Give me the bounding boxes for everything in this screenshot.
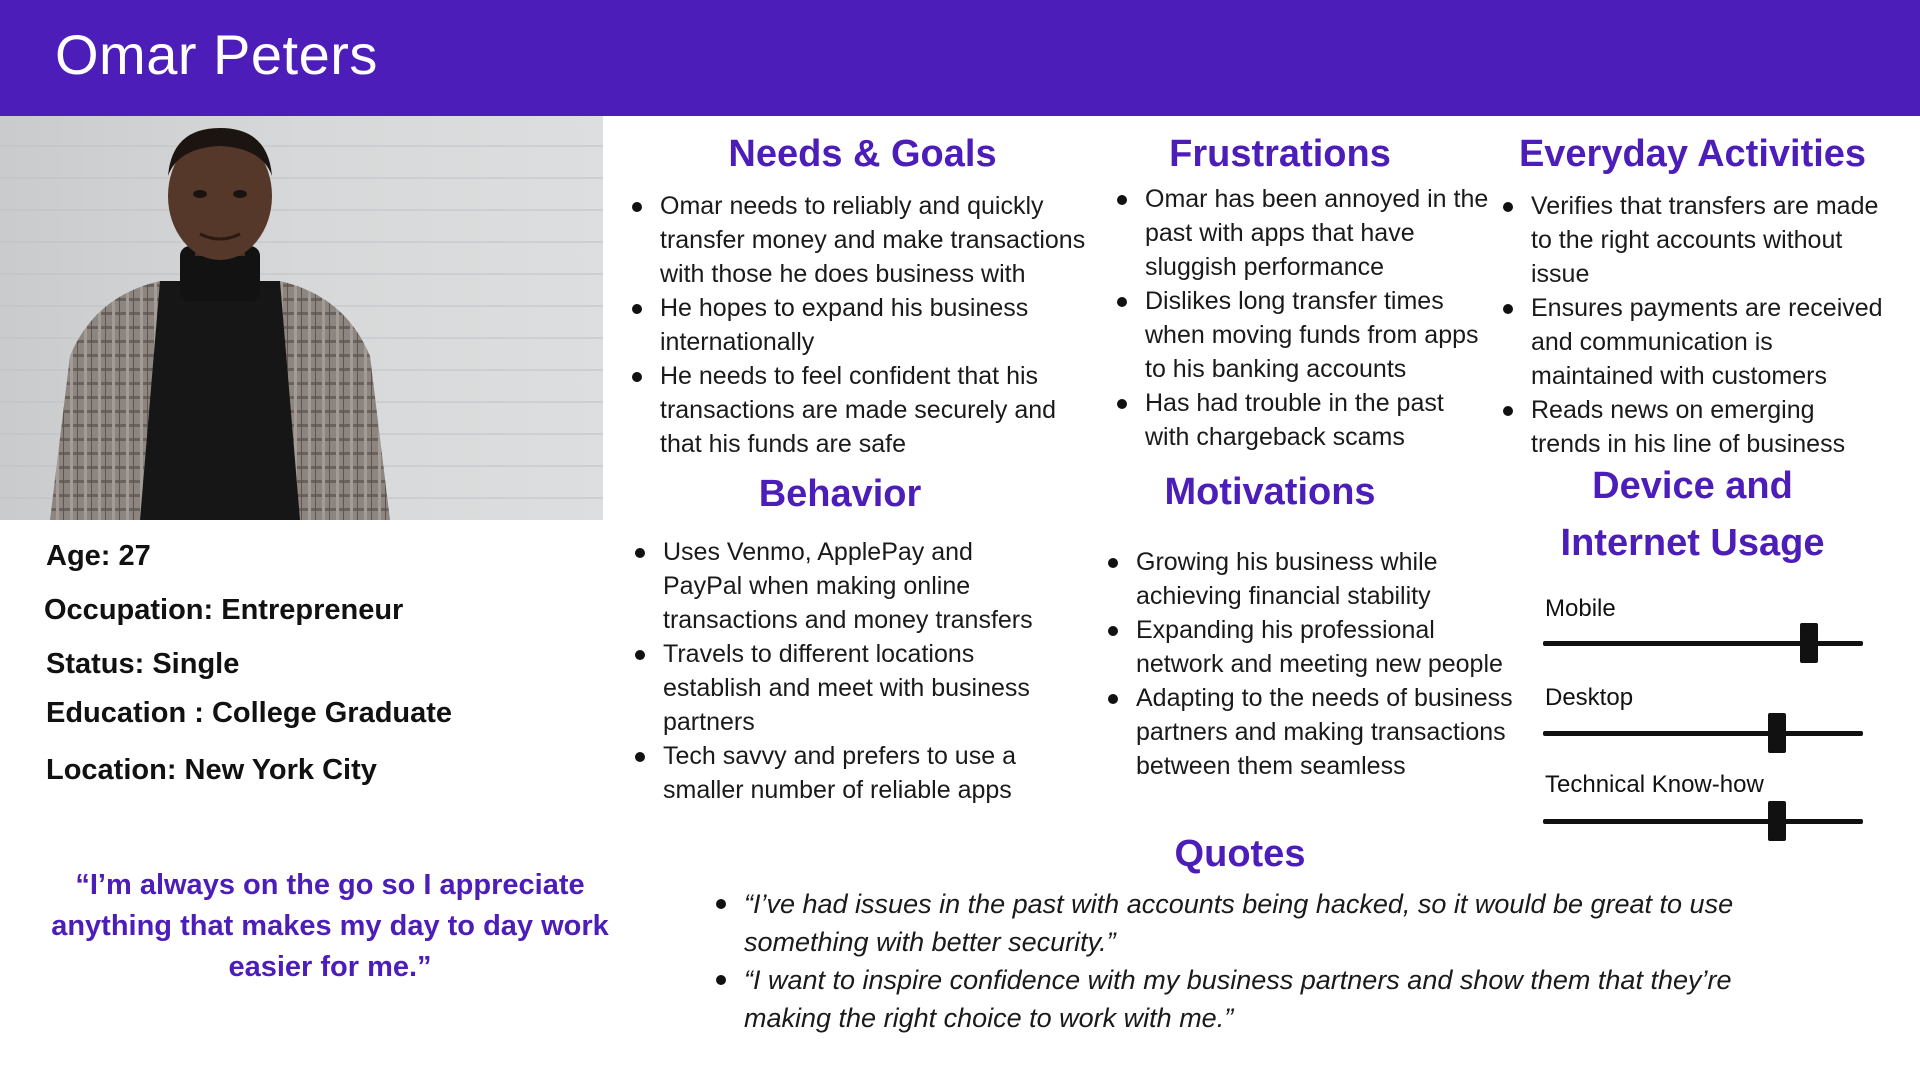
list-item: Growing his business while achieving financial stability [1105,545,1525,613]
needs-goals-title: Needs & Goals [728,133,997,175]
persona-pull-quote: “I’m always on the go so I appreciate anything that makes my day to day work easier for me.” [51,869,609,983]
usage-label-technical: Technical Know-how [1545,771,1764,798]
list-item: Expanding his professional network and meeting new people [1105,613,1525,681]
everyday-activities-title: Everyday Activities [1518,133,1867,175]
needs-goals-list [629,189,1089,461]
list-item: Verifies that transfers are made to the right accounts without issue [1500,189,1890,291]
frustrations-list [1114,182,1494,454]
everyday-activities-list [1500,189,1890,461]
device-usage-title-line2: Internet Usage [1560,522,1825,564]
list-item: Uses Venmo, ApplePay and PayPal when making online transactions and money transfers [632,535,1052,637]
persona-occupation: Occupation: Entrepreneur [44,594,404,626]
persona-education: Education : College Graduate [46,697,453,729]
list-item: Adapting to the needs of business partners and making transactions between them seamless [1105,681,1525,783]
quotes-list [716,885,1796,1037]
usage-marker-desktop [1768,713,1786,753]
list-item: He needs to feel confident that his transactions are made securely and that his funds are safe [629,359,1089,461]
header-bar [0,0,1920,116]
motivations-list [1105,545,1525,783]
list-item: Has had trouble in the past with chargeback scams [1114,386,1494,454]
list-item: Travels to different locations establish and meet with business partners [632,637,1052,739]
persona-location: Location: New York City [46,754,377,786]
list-item: Reads news on emerging trends in his line of business [1500,393,1890,461]
persona-status: Status: Single [46,648,240,680]
persona-age: Age: 27 [46,540,151,572]
list-item: Dislikes long transfer times when moving funds from apps to his banking accounts [1114,284,1494,386]
usage-marker-mobile [1800,623,1818,663]
quotes-title: Quotes [1174,833,1306,875]
device-usage-title-line1: Device and [1592,465,1793,507]
persona-name: Omar Peters [55,23,378,86]
usage-bar-mobile [1543,641,1863,646]
usage-bar-desktop [1543,731,1863,736]
list-item: Ensures payments are received and communication is maintained with customers [1500,291,1890,393]
usage-marker-technical [1768,801,1786,841]
list-item: Tech savvy and prefers to use a smaller number of reliable apps [632,739,1052,807]
usage-label-desktop: Desktop [1545,684,1634,711]
motivations-title: Motivations [1164,471,1376,513]
list-item: Omar needs to reliably and quickly transfer money and make transactions with those he does business with [629,189,1089,291]
usage-label-mobile: Mobile [1545,595,1616,622]
list-item: Omar has been annoyed in the past with apps that have sluggish performance [1114,182,1494,284]
list-item: He hopes to expand his business internationally [629,291,1089,359]
behavior-list [632,535,1052,807]
usage-bar-technical [1543,819,1863,824]
behavior-title: Behavior [758,473,922,515]
persona-photo [0,116,603,520]
quote-item: “I want to inspire confidence with my business partners and show them that they’re making the right choice to work with me.” [716,961,1796,1037]
frustrations-title: Frustrations [1169,133,1391,175]
quote-item: “I’ve had issues in the past with accounts being hacked, so it would be great to use something with better security.” [716,885,1796,961]
